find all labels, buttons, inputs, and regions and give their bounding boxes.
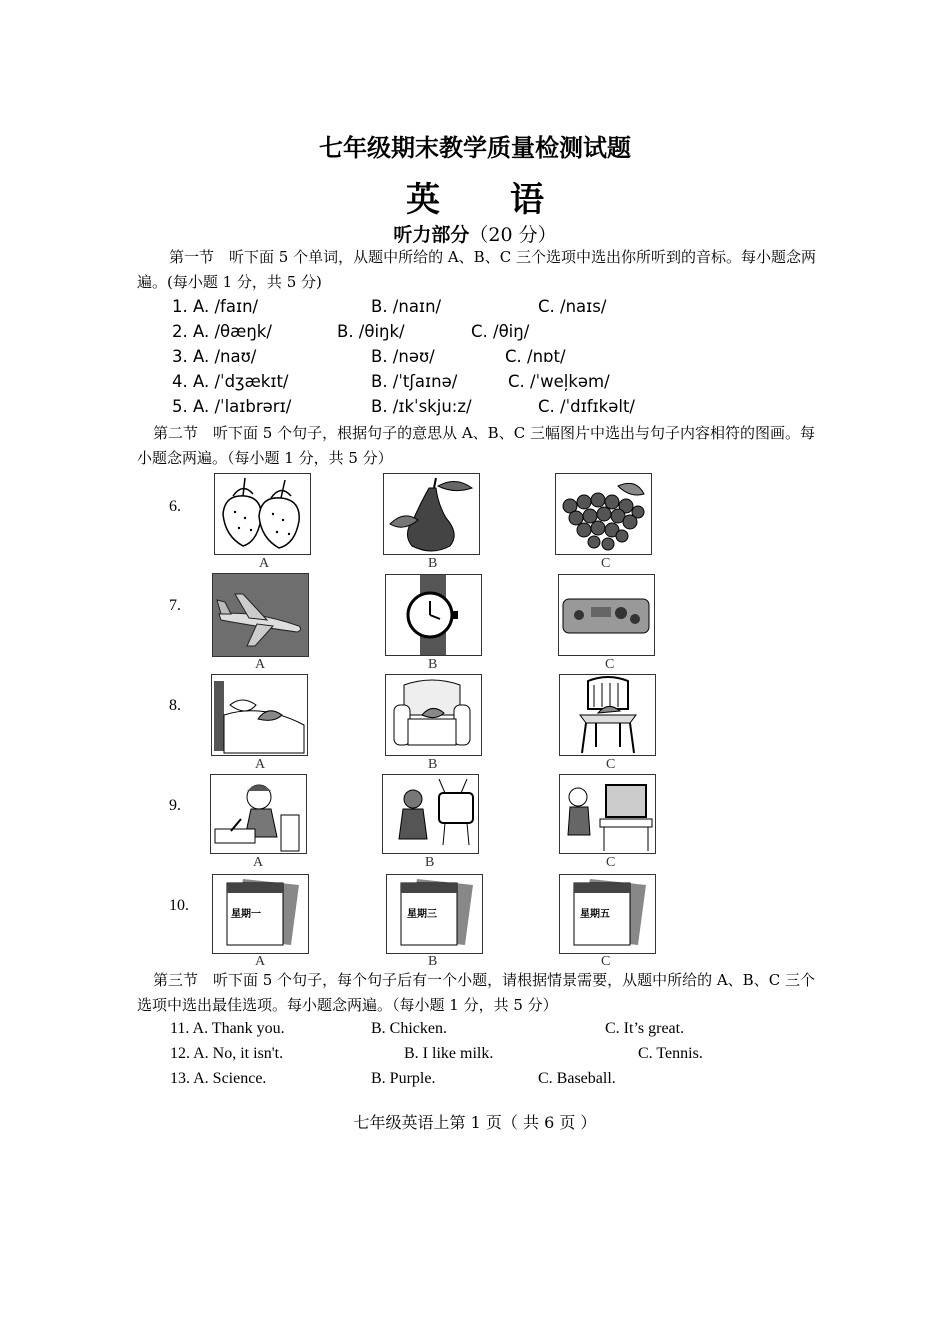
q13-option-a: 13. A. Science. xyxy=(170,1070,267,1087)
q6-picture-a[interactable] xyxy=(214,473,311,555)
q10-label-c: C xyxy=(601,954,611,969)
bed-icon xyxy=(212,675,307,755)
q13-option-b: B. Purple. xyxy=(371,1070,436,1087)
q10-picture-c[interactable] xyxy=(559,874,656,954)
q7-picture-c[interactable] xyxy=(558,574,655,656)
q7-number: 7. xyxy=(169,597,181,614)
q5-option-b: B. /ɪkˈskju:z/ xyxy=(371,397,472,416)
q2-option-c: C. /θiŋ/ xyxy=(471,322,530,341)
q8-picture-a[interactable] xyxy=(211,674,308,756)
armchair-icon xyxy=(386,675,481,755)
calendar-label-wednesday: 星期三 xyxy=(407,909,437,920)
q9-number: 9. xyxy=(169,797,181,814)
exam-title: 七年级期末教学质量检测试题 xyxy=(319,133,631,162)
q6-label-c: C xyxy=(601,556,611,571)
q6-label-a: A xyxy=(259,556,270,571)
part1-instructions: 第一节 听下面 5 个单词，从题中所给的 A、B、C 三个选项中选出你所听到的音标。每小题念两遍。(每小题 1 分，共 5 分) xyxy=(137,248,816,291)
q9-picture-c[interactable] xyxy=(559,774,656,854)
section-heading-score: （20 分） xyxy=(469,224,557,246)
q10-label-a: A xyxy=(255,954,266,969)
q12-option-b: B. I like milk. xyxy=(404,1045,494,1062)
computer-icon xyxy=(560,775,655,853)
q8-picture-c[interactable] xyxy=(559,674,656,756)
q6-picture-c[interactable] xyxy=(555,473,652,555)
q7-label-b: B xyxy=(428,657,438,672)
q1-option-c: C. /naɪs/ xyxy=(538,297,607,316)
q6-picture-b[interactable] xyxy=(383,473,480,555)
q9-picture-a[interactable] xyxy=(210,774,307,854)
q4-option-b: B. /ˈtʃaɪnə/ xyxy=(371,372,458,391)
grapes-icon xyxy=(556,474,651,554)
q4-option-a: 4. A. /ˈdʒækɪt/ xyxy=(172,372,289,391)
strawberry-icon xyxy=(215,474,310,554)
q9-label-a: A xyxy=(253,855,264,870)
q6-label-b: B xyxy=(428,556,438,571)
q7-picture-a[interactable] xyxy=(212,573,309,657)
subject-char-1: 英 xyxy=(406,180,440,220)
section-heading xyxy=(0,220,950,247)
calendar-label-monday: 星期一 xyxy=(231,909,261,920)
subject-title xyxy=(0,172,950,221)
watch-icon xyxy=(386,575,481,655)
q8-label-a: A xyxy=(255,757,266,772)
airplane-icon xyxy=(213,574,308,656)
section-heading-bold: 听力部分 xyxy=(393,224,470,246)
q5-option-a: 5. A. /ˈlaɪbrərɪ/ xyxy=(172,397,292,416)
pencil-box-icon xyxy=(559,575,654,655)
q7-picture-b[interactable] xyxy=(385,574,482,656)
page-footer: 七年级英语上第 1 页（ 共 6 页 ） xyxy=(353,1113,597,1132)
q9-label-c: C xyxy=(606,855,616,870)
q8-label-c: C xyxy=(606,757,616,772)
q8-number: 8. xyxy=(169,697,181,714)
watching-tv-icon xyxy=(383,775,478,853)
q9-label-b: B xyxy=(425,855,435,870)
q7-label-c: C xyxy=(605,657,615,672)
q2-option-a: 2. A. /θæŋk/ xyxy=(172,322,272,341)
q1-option-b: B. /naɪn/ xyxy=(371,297,442,316)
q3-option-a: 3. A. /naʊ/ xyxy=(172,347,257,366)
q3-option-b: B. /nəʊ/ xyxy=(371,347,435,366)
part2-instructions: 第二节 听下面 5 个句子，根据句子的意思从 A、B、C 三幅图片中选出与句子内容相符的图画。每小题念两遍。（每小题 1 分，共 5 分） xyxy=(137,424,815,467)
subject-char-2: 语 xyxy=(510,180,544,220)
pear-icon xyxy=(384,474,479,554)
q1-option-a: 1. A. /faɪn/ xyxy=(172,297,259,316)
q11-option-c: C. It’s great. xyxy=(605,1020,685,1037)
q10-picture-b[interactable] xyxy=(386,874,483,954)
q12-option-a: 12. A. No, it isn't. xyxy=(170,1045,284,1062)
q11-option-b: B. Chicken. xyxy=(371,1020,447,1037)
q7-label-a: A xyxy=(255,657,266,672)
q5-option-c: C. /ˈdɪfɪkəlt/ xyxy=(538,397,635,416)
q9-picture-b[interactable] xyxy=(382,774,479,854)
boy-writing-icon xyxy=(211,775,306,853)
chair-icon xyxy=(560,675,655,755)
q8-picture-b[interactable] xyxy=(385,674,482,756)
q3-option-c: C. /nɒt/ xyxy=(505,347,566,366)
q10-number: 10. xyxy=(169,897,189,914)
q10-label-b: B xyxy=(428,954,438,969)
q2-option-b: B. /θiŋk/ xyxy=(337,322,405,341)
q6-number: 6. xyxy=(169,498,181,515)
q11-option-a: 11. A. Thank you. xyxy=(170,1020,285,1037)
q13-option-c: C. Baseball. xyxy=(538,1070,616,1087)
q4-option-c: C. /ˈweļkəm/ xyxy=(508,372,610,391)
calendar-label-friday: 星期五 xyxy=(580,909,610,920)
part3-instructions: 第三节 听下面 5 个句子，每个句子后有一个小题，请根据情景需要，从题中所给的 A、B、C 三个选项中选出最佳选项。每小题念两遍。（每小题 1 分，共 5 分） xyxy=(137,971,815,1014)
q8-label-b: B xyxy=(428,757,438,772)
q12-option-c: C. Tennis. xyxy=(638,1045,703,1062)
q10-picture-a[interactable] xyxy=(212,874,309,954)
